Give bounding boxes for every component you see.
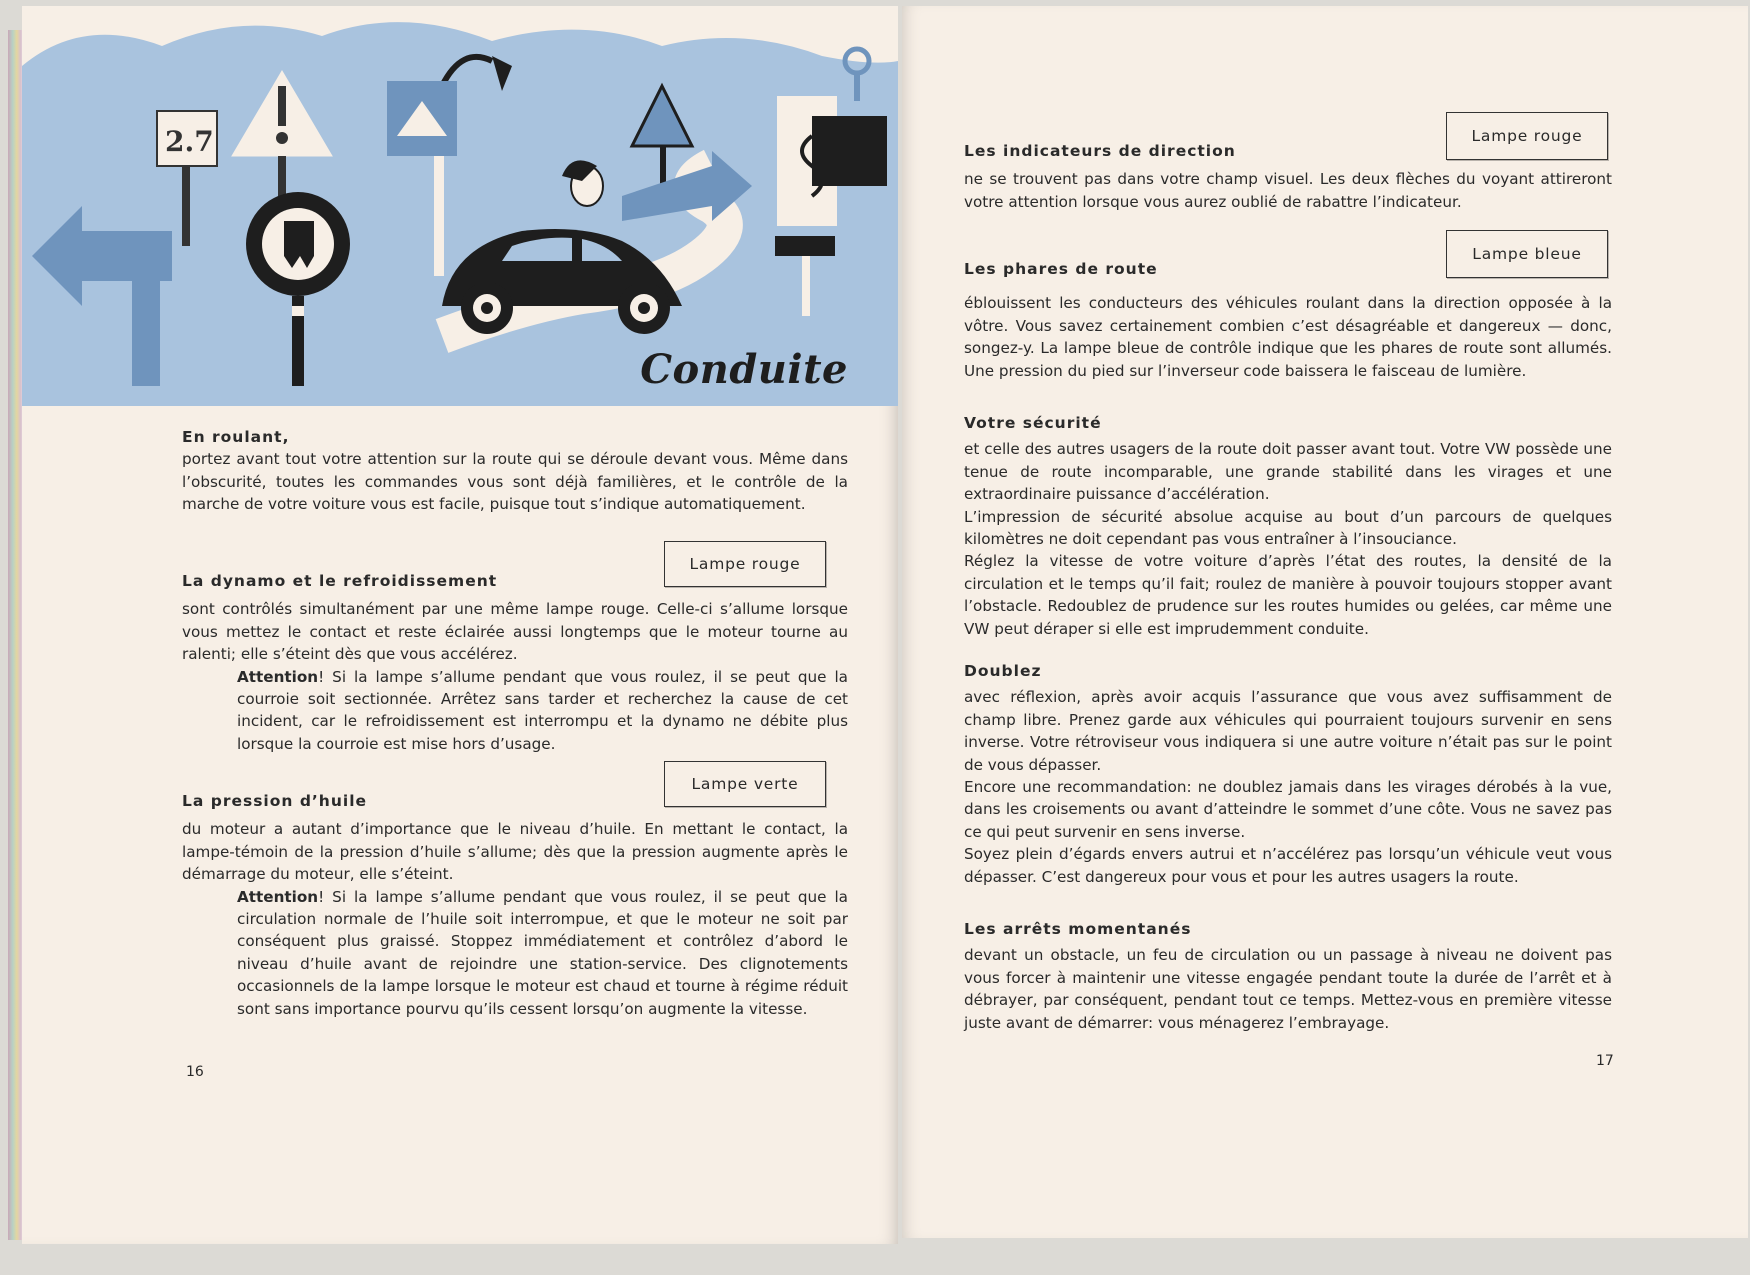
phares-block [964,258,1612,382]
lamp-rouge-indicateurs-box: Lampe rouge [1446,112,1608,160]
securite-p1: et celle des autres usagers de la route doit passer avant tout. Votre VW possède une tenue de route incomparable, une grande stabilité dans les virages et une extraordinaire puissance d’accélération. [964,440,1612,504]
huile-heading: La pression d’huile [182,792,368,810]
huile-body: du moteur a autant d’importance que le niveau d’huile. En mettant le contact, la lampe-témoin de la pression d’huile s’allume; dès que la pression augmente après le démarrage du moteur, elle s’éteint. [182,820,848,884]
doublez-block [964,660,1612,888]
section-title: Conduite [640,346,848,393]
doublez-p1: avec réflexion, après avoir acquis l’assurance que vous avez suffisamment de champ libre. Prenez garde aux véhicules qui pourraient toujours survenir en sens inverse. Votre rétroviseur vous indiquera si une autre voiture n’était pas sur le point de vous dépasser. [964,688,1612,774]
en-roulant-heading: En roulant, [182,428,290,446]
dynamo-body: sont contrôlés simultanément par une même lampe rouge. Celle-ci s’allume lorsque vous mettez le contact et reste éclairée aussi longtemps que le moteur tourne au ralenti; elle s’éteint dès que vous accélérez. [182,600,848,664]
dynamo-block [182,570,848,755]
securite-heading: Votre sécurité [964,414,1102,432]
indicateurs-heading: Les indicateurs de direction [964,142,1236,160]
arrets-block [964,918,1612,1034]
page-number-left: 16 [186,1064,204,1080]
en-roulant-block [182,426,848,516]
indicateurs-block [964,140,1612,213]
doublez-heading: Doublez [964,662,1042,680]
en-roulant-body: portez avant tout votre attention sur la route qui se déroule devant vous. Même dans l’obscurité, toutes les commandes vous sont déjà familières, et le contrôle de la marche de votre voiture vous est facile, puisque tout s’indique automatiquement. [182,450,848,514]
lamp-rouge-box: Lampe rouge [664,541,826,587]
securite-p3: Réglez la vitesse de votre voiture d’après l’état des routes, la densité de la circulation et le temps qu’il fait; roulez de manière à pouvoir toujours stopper avant l’obstacle. Redoublez de prudence sur les routes humides ou gelées, car même une VW peut déraper si elle est imprudemment conduite. [964,552,1612,638]
huile-attention [182,886,848,1020]
driving-illustration [22,6,898,406]
phares-heading: Les phares de route [964,260,1158,278]
doublez-p2: Encore une recommandation: ne doublez jamais dans les virages dérobés à la vue, dans les croisements ou avant d’atteindre le sommet d’une côte. Vous ne savez pas ce qui peut survenir en sens inverse. [964,778,1612,841]
huile-attention-body: ! Si la lampe s’allume pendant que vous roulez, il se peut que la circulation normale de l’huile soit interrompue, et que le moteur ne soit par conséquent plus graissé. Stoppez immédiatement et contrôlez d’abord le niveau d’huile avant de rejoindre une station-service. Des clignotements occasionnels de la lampe lorsque le moteur est chaud et tourne à régime réduit sont sans importance pourvu qu’ils cessent lorsqu’on augmente la vitesse. [237,887,848,1018]
dynamo-attention [182,666,848,756]
arrets-body: devant un obstacle, un feu de circulation ou un passage à niveau ne doivent pas vous forcer à maintenir une vitesse engagée pendant toute la durée de l’arrêt et à débrayer, par conséquent, pendant tout ce temps. Mettez-vous en première vitesse juste avant de démarrer: vous ménagerez l’embrayage. [964,946,1612,1032]
dynamo-attention-body: ! Si la lampe s’allume pendant que vous roulez, il se peut que la courroie soit sectionnée. Arrêtez sans tarder et recherchez la cause de cet incident, car le refroidissement est interrompu et la dynamo ne débite plus lorsque la courroie est mise hors d’usage. [237,667,848,753]
indicateurs-body: ne se trouvent pas dans votre champ visuel. Les deux flèches du voyant attireront votre attention lorsque vous aurez oublié de rabattre l’indicateur. [964,170,1612,211]
dynamo-heading: La dynamo et le refroidissement [182,572,498,590]
doublez-p3: Soyez plein d’égards envers autrui et n’accélérez pas lorsqu’un véhicule veut vous dépasser. C’est dangereux pour vous et pour les autres usagers la route. [964,845,1612,886]
huile-attention-label: Attention [237,887,319,906]
phares-body: éblouissent les conducteurs des véhicules roulant dans la direction opposée à la vôtre. Vous savez certainement combien c’est désagréable et dangereux — donc, songez-y. La lampe bleue de contrôle indique que les phares de route sont allumés. Une pression du pied sur l’inverseur code baissera le faisceau de lumière. [964,294,1612,380]
securite-block [964,412,1612,640]
securite-p2: L’impression de sécurité absolue acquise au bout d’un parcours de quelques kilomètres ne doit cependant pas vous entraîner à l’insouciance. [964,507,1612,549]
page-number-right: 17 [1596,1053,1614,1069]
dynamo-attention-label: Attention [237,667,319,686]
distance-sign-label: 2.7 [165,125,214,158]
lamp-bleue-box: Lampe bleue [1446,230,1608,278]
arrets-heading: Les arrêts momentanés [964,920,1192,938]
lamp-verte-box: Lampe verte [664,761,826,807]
left-page [22,6,898,1244]
huile-block [182,790,848,1020]
